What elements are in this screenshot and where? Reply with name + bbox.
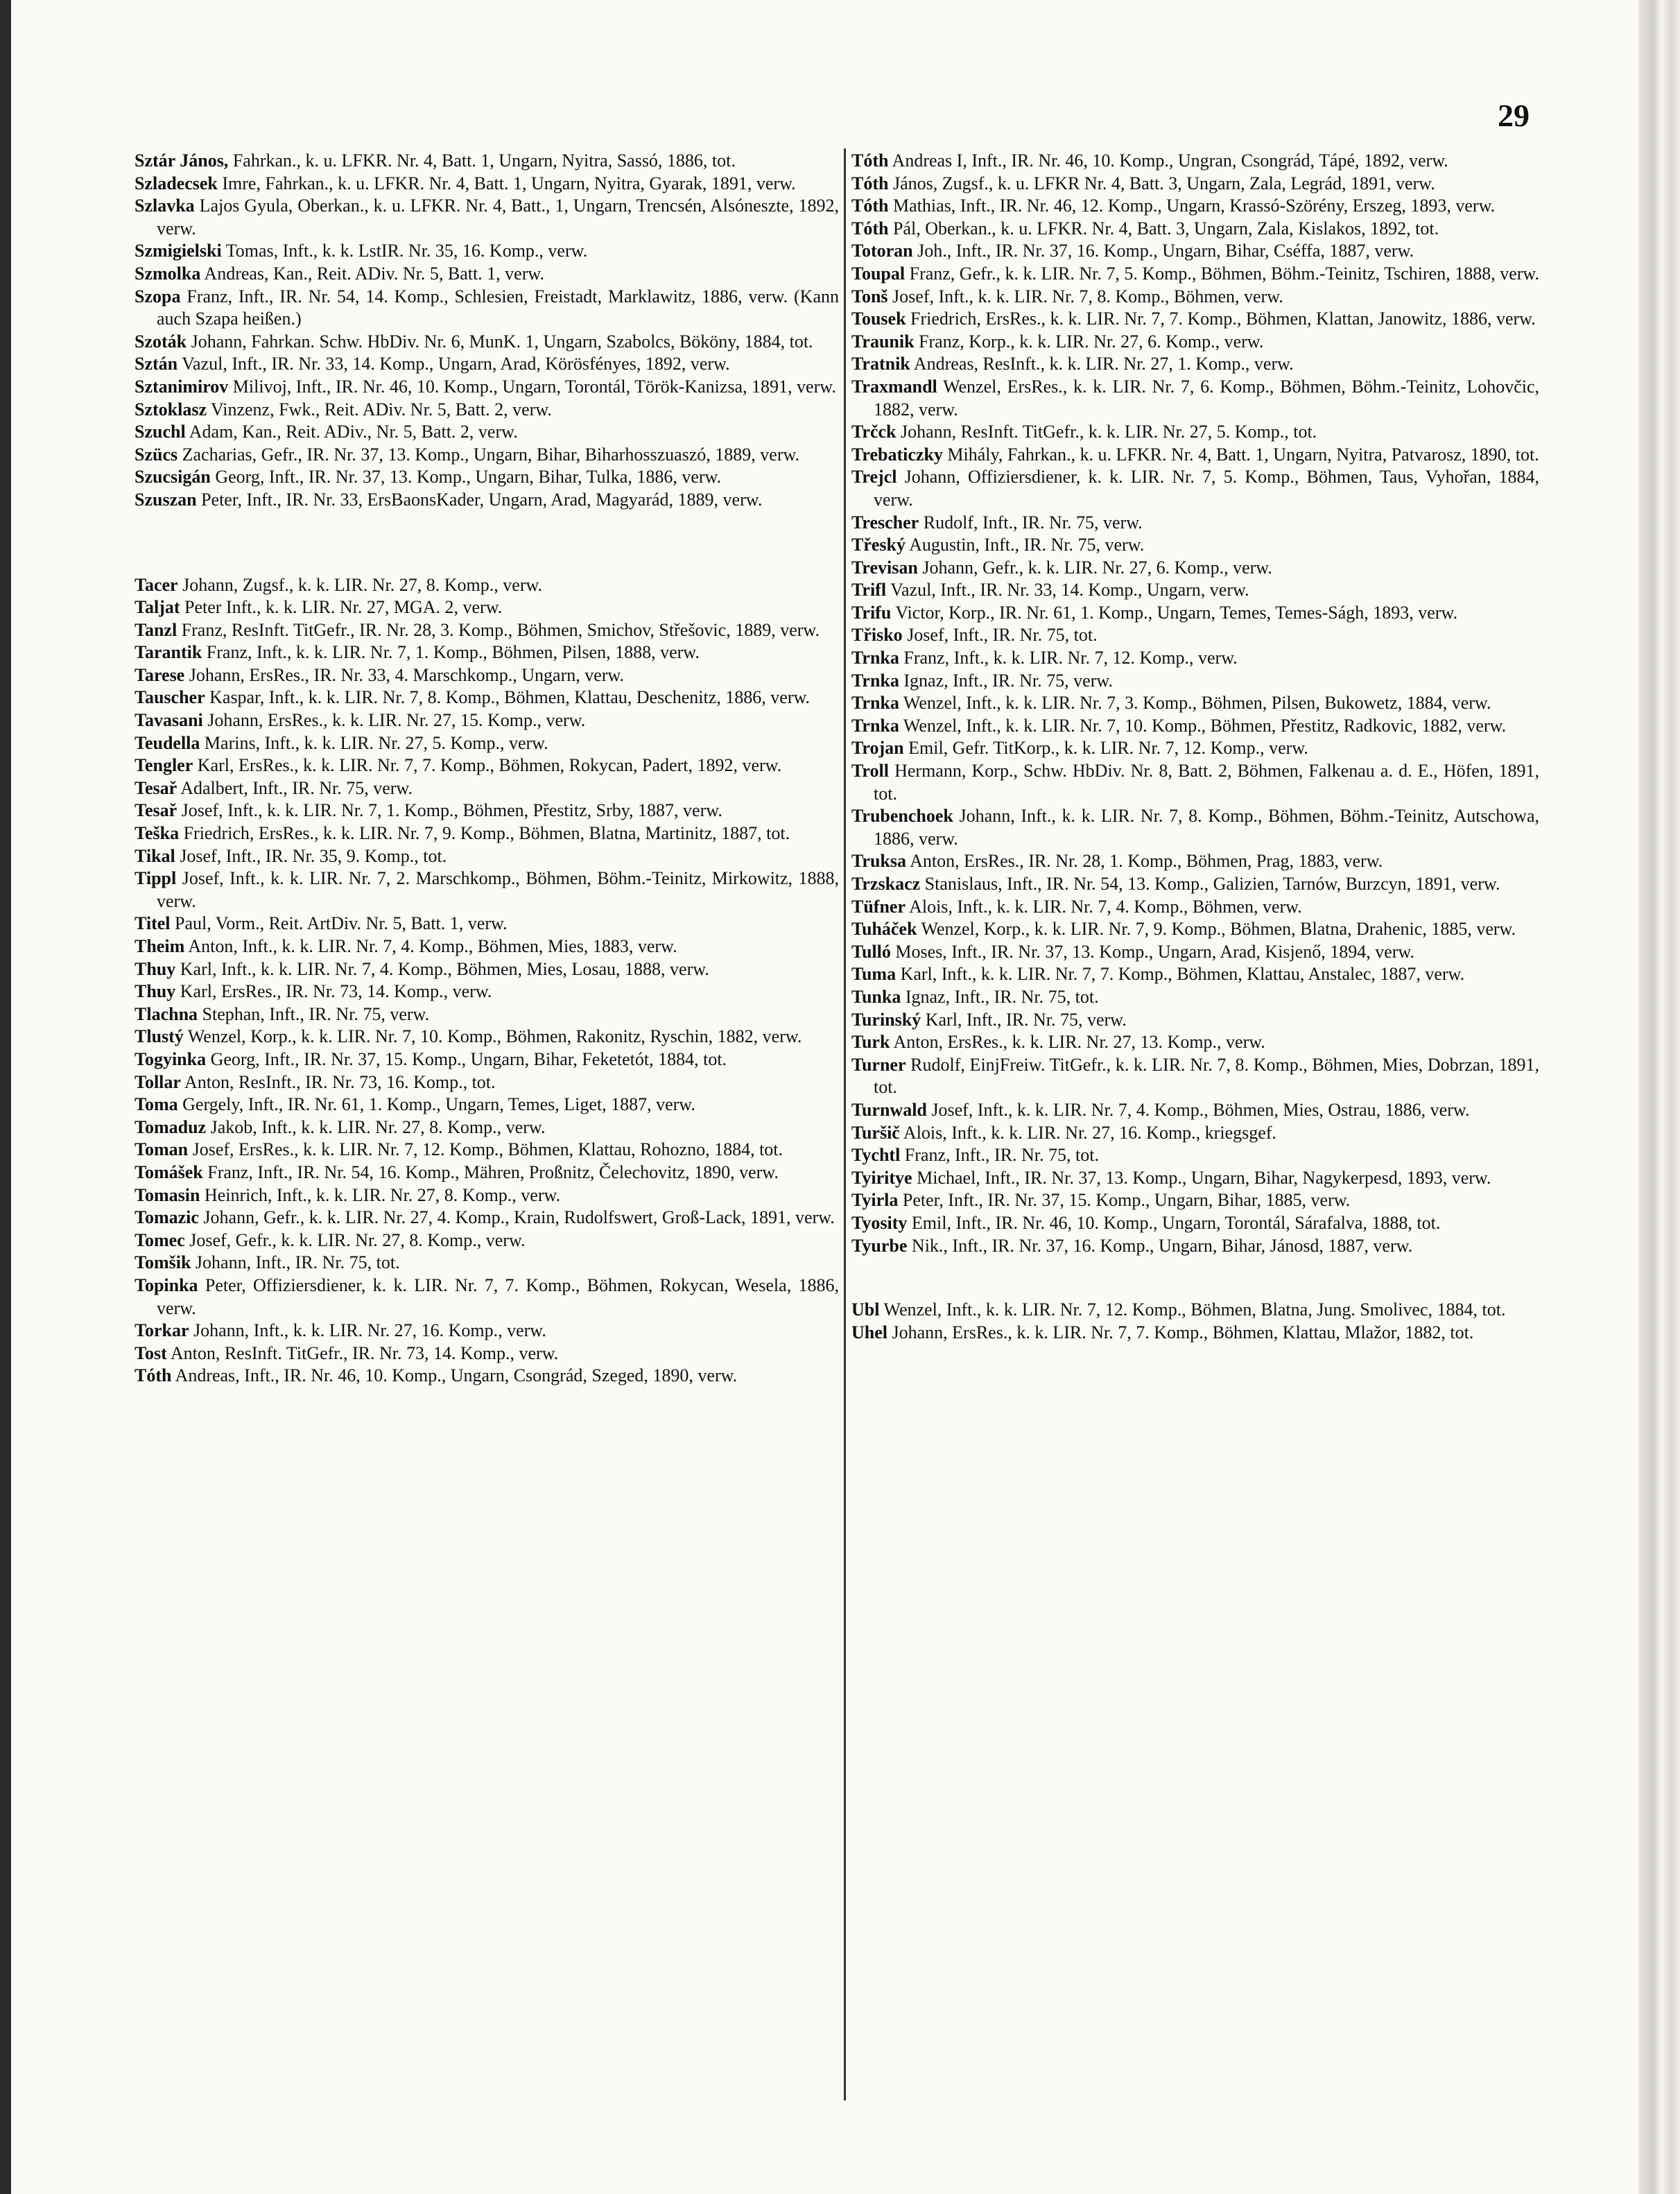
register-entry — [135, 376, 839, 399]
entry-details: Franz, Inft., IR. Nr. 54, 16. Komp., Mähren, Proßnitz, Čelechovitz, 1890, verw. — [207, 1161, 779, 1182]
entry-surname: Topinka — [135, 1275, 198, 1295]
entry-details: Zacharias, Gefr., IR. Nr. 37, 13. Komp., Ungarn, Bihar, Biharhosszuaszó, 1889, verw. — [182, 444, 800, 465]
register-entry — [135, 619, 839, 642]
entry-surname: Tóth — [135, 1365, 172, 1386]
entry-surname: Trnka — [851, 670, 899, 691]
entry-details: Josef, Inft., k. k. LIR. Nr. 7, 1. Komp., Böhmen, Přestitz, Srby, 1887, verw. — [181, 800, 722, 821]
entry-surname: Tlustý — [135, 1026, 184, 1047]
entry-surname: Turinský — [851, 1009, 921, 1030]
entry-surname: Sztoklasz — [135, 399, 207, 420]
entry-surname: Tyurbe — [851, 1235, 908, 1256]
register-entry — [851, 1009, 1539, 1032]
register-entry — [851, 263, 1539, 286]
register-entry — [135, 1252, 839, 1275]
entry-surname: Tesař — [135, 800, 177, 821]
entry-details: Franz, Inft., k. k. LIR. Nr. 7, 12. Komp., verw. — [903, 648, 1238, 668]
register-entry — [135, 286, 839, 331]
entry-surname: Trejcl — [851, 467, 897, 487]
entry-details: Franz, Inft., IR. Nr. 75, tot. — [904, 1145, 1099, 1166]
entry-details: Pál, Oberkan., k. u. LFKR. Nr. 4, Batt. 3, Ungarn, Zala, Kislakos, 1892, tot. — [892, 218, 1439, 239]
register-entry — [851, 579, 1539, 602]
register-entry — [851, 466, 1539, 511]
register-entry — [135, 867, 839, 913]
entry-surname: Traunik — [851, 331, 915, 352]
entry-details: Imre, Fahrkan., k. u. LFKR. Nr. 4, Batt. 1, Ungarn, Nyitra, Gyarak, 1891, verw. — [222, 173, 796, 193]
entry-details: Franz, Korp., k. k. LIR. Nr. 27, 6. Komp., verw. — [919, 331, 1264, 352]
right-column — [851, 150, 1539, 1344]
register-entry — [135, 150, 839, 173]
entry-details: Wenzel, Inft., k. k. LIR. Nr. 7, 10. Komp., Böhmen, Přestitz, Radkovic, 1882, verw. — [903, 715, 1507, 736]
register-entry — [851, 918, 1539, 941]
entry-details: Johann, ErsRes., k. k. LIR. Nr. 27, 15. Komp., verw. — [207, 710, 586, 731]
register-entry — [851, 1212, 1539, 1235]
entry-surname: Tavasani — [135, 710, 203, 731]
entry-surname: Toman — [135, 1139, 189, 1160]
register-entry — [851, 1167, 1539, 1190]
register-entry — [851, 195, 1539, 218]
entry-details: Andreas, Kan., Reit. ADiv. Nr. 5, Batt. 1, verw. — [204, 263, 544, 284]
entry-details: Stanislaus, Inft., IR. Nr. 54, 13. Komp., Galizien, Tarnów, Burzcyn, 1891, verw. — [924, 874, 1500, 894]
register-entry — [135, 1207, 839, 1229]
register-entry — [851, 873, 1539, 896]
entry-surname: Turk — [851, 1032, 890, 1053]
entry-surname: Torkar — [135, 1320, 189, 1341]
entry-surname: Třisko — [851, 625, 903, 646]
register-entry — [135, 777, 839, 800]
entry-details: Augustin, Inft., IR. Nr. 75, verw. — [909, 535, 1145, 555]
entry-details: Friedrich, ErsRes., k. k. LIR. Nr. 7, 7. Komp., Böhmen, Klattan, Janowitz, 1886, verw. — [910, 309, 1536, 329]
register-entry — [851, 308, 1539, 331]
entry-details: Anton, ResInft. TitGefr., IR. Nr. 73, 14. Komp., verw. — [170, 1342, 559, 1363]
register-entry — [851, 557, 1539, 580]
entry-surname: Troll — [851, 761, 889, 781]
entry-details: Paul, Vorm., Reit. ArtDiv. Nr. 5, Batt. 1, verw. — [175, 913, 508, 934]
page-number: 29 — [1498, 98, 1530, 133]
entry-details: Andreas, ResInft., k. k. LIR. Nr. 27, 1. Komp., verw. — [913, 354, 1294, 374]
entry-details: Johann, ResInft. TitGefr., k. k. LIR. Nr. 27, 5. Komp., tot. — [901, 422, 1317, 442]
entry-details: Emil, Inft., IR. Nr. 46, 10. Komp., Ungarn, Torontál, Sárafalva, 1888, tot. — [911, 1212, 1441, 1233]
register-entry — [851, 421, 1539, 444]
entry-details: Marins, Inft., k. k. LIR. Nr. 27, 5. Komp., verw. — [204, 732, 548, 753]
entry-details: Peter Inft., k. k. LIR. Nr. 27, MGA. 2, verw. — [184, 597, 503, 618]
entry-surname: Tratnik — [851, 354, 910, 374]
entry-details: Peter, Inft., IR. Nr. 37, 15. Komp., Ungarn, Bihar, 1885, verw. — [902, 1190, 1351, 1211]
entry-surname: Tychtl — [851, 1145, 901, 1166]
register-entry — [135, 664, 839, 687]
entry-surname: Szucsigán — [135, 467, 211, 487]
register-entry — [135, 173, 839, 196]
register-entry — [135, 1365, 839, 1388]
entry-details: Johann, Inft., k. k. LIR. Nr. 7, 8. Komp., Böhmen, Böhm.-Teinitz, Autschowa, 1886, verw. — [874, 806, 1539, 849]
entry-details: Milivoj, Inft., IR. Nr. 46, 10. Komp., Ungarn, Torontál, Török-Kanizsa, 1891, verw. — [232, 376, 836, 397]
entry-surname: Szuchl — [135, 422, 186, 442]
entry-surname: Turšič — [851, 1122, 900, 1143]
entry-details: Josef, Inft., IR. Nr. 35, 9. Komp., tot. — [180, 845, 447, 866]
register-entry — [851, 376, 1539, 421]
entry-details: Adam, Kan., Reit. ADiv., Nr. 5, Batt. 2, verw. — [189, 422, 518, 442]
entry-surname: Tengler — [135, 755, 193, 776]
register-entry — [135, 489, 839, 512]
entry-details: Gergely, Inft., IR. Nr. 61, 1. Komp., Ungarn, Temes, Liget, 1887, verw. — [182, 1094, 695, 1115]
entry-details: Nik., Inft., IR. Nr. 37, 16. Komp., Ungarn, Bihar, Jánosd, 1887, verw. — [911, 1235, 1413, 1256]
entry-details: Mathias, Inft., IR. Nr. 46, 12. Komp., Ungarn, Krassó-Szörény, Erszeg, 1893, verw. — [892, 196, 1496, 216]
entry-surname: Szlavka — [135, 196, 195, 216]
register-entry — [851, 173, 1539, 196]
entry-surname: Trojan — [851, 738, 904, 759]
entry-surname: Tyirla — [851, 1190, 899, 1211]
entry-details: Mihály, Fahrkan., k. u. LFKR. Nr. 4, Batt. 1, Ungarn, Nyitra, Patvarosz, 1890, tot. — [947, 444, 1539, 465]
register-entry — [135, 686, 839, 709]
entry-details: Josef, Inft., k. k. LIR. Nr. 7, 2. Marschkomp., Böhmen, Böhm.-Teinitz, Mirkowitz, 1888, verw. — [157, 868, 840, 911]
entry-details: Karl, ErsRes., k. k. LIR. Nr. 7, 7. Komp., Böhmen, Rokycan, Padert, 1892, verw. — [197, 755, 782, 776]
register-entry — [135, 1116, 839, 1139]
entry-details: Johann, Offiziersdiener, k. k. LIR. Nr. 7, 5. Komp., Böhmen, Taus, Vyhořan, 1884, verw. — [874, 467, 1540, 510]
entry-surname: Teška — [135, 823, 180, 844]
entry-surname: Tóth — [851, 150, 889, 171]
entry-surname: Tost — [135, 1342, 167, 1363]
register-entry — [135, 399, 839, 422]
register-entry — [851, 624, 1539, 647]
entry-surname: Szmolka — [135, 263, 201, 284]
register-entry — [851, 512, 1539, 535]
register-entry — [851, 941, 1539, 964]
entry-details: Wenzel, ErsRes., k. k. LIR. Nr. 7, 6. Komp., Böhmen, Böhm.-Teinitz, Lohovčic, 1882, verw. — [874, 376, 1540, 420]
entry-details: Heinrich, Inft., k. k. LIR. Nr. 27, 8. Komp., verw. — [204, 1184, 561, 1205]
register-entry — [135, 1071, 839, 1094]
entry-details: Josef, Inft., IR. Nr. 75, tot. — [907, 625, 1098, 646]
register-entry — [135, 1026, 839, 1048]
entry-details: Johann, ErsRes., k. k. LIR. Nr. 7, 7. Komp., Böhmen, Klattau, Mlažor, 1882, tot. — [892, 1322, 1474, 1342]
entry-surname: Tóth — [851, 196, 889, 216]
entry-details: Victor, Korp., IR. Nr. 61, 1. Komp., Ungarn, Temes, Temes-Ságh, 1893, verw. — [895, 602, 1458, 623]
entry-details: Anton, ResInft., IR. Nr. 73, 16. Komp., tot. — [184, 1071, 496, 1092]
register-entry — [851, 760, 1539, 805]
entry-surname: Trebaticzky — [851, 444, 943, 465]
entry-surname: Tauscher — [135, 687, 205, 708]
entry-details: Vazul, Inft., IR. Nr. 33, 14. Komp., Ungarn, Arad, Körösfényes, 1892, verw. — [182, 354, 730, 374]
entry-surname: Tlachna — [135, 1003, 198, 1024]
register-entry — [851, 331, 1539, 354]
entry-details: Josef, ErsRes., k. k. LIR. Nr. 7, 12. Komp., Böhmen, Klattau, Rohozno, 1884, tot. — [192, 1139, 783, 1160]
entry-surname: Trčck — [851, 422, 897, 442]
entry-surname: Trubenchoek — [851, 806, 953, 827]
entry-surname: Tippl — [135, 868, 177, 889]
scan-edge-left — [0, 0, 11, 2194]
register-entry — [135, 754, 839, 777]
scan-edge-right — [1638, 0, 1680, 2194]
entry-details: Anton, Inft., k. k. LIR. Nr. 7, 4. Komp., Böhmen, Mies, 1883, verw. — [188, 936, 677, 956]
register-entry — [851, 715, 1539, 738]
register-entry — [851, 647, 1539, 670]
entry-details: Joh., Inft., IR. Nr. 37, 16. Komp., Ungarn, Bihar, Cséffa, 1887, verw. — [917, 241, 1414, 261]
entry-details: Johann, ErsRes., IR. Nr. 33, 4. Marschkomp., Ungarn, verw. — [189, 664, 625, 685]
register-entry — [851, 850, 1539, 873]
section-gap — [135, 512, 839, 574]
entry-details: Moses, Inft., IR. Nr. 37, 13. Komp., Ungarn, Arad, Kisjenő, 1894, verw. — [895, 941, 1414, 962]
entry-details: Wenzel, Inft., k. k. LIR. Nr. 7, 3. Komp., Böhmen, Pilsen, Bukowetz, 1884, verw. — [903, 693, 1491, 714]
register-entry — [135, 958, 839, 981]
entry-surname: Thuy — [135, 981, 176, 1002]
entry-surname: Toupal — [851, 263, 906, 284]
register-entry — [851, 986, 1539, 1009]
entry-details: Kaspar, Inft., k. k. LIR. Nr. 7, 8. Komp., Böhmen, Klattau, Deschenitz, 1886, verw. — [209, 687, 811, 708]
entry-details: Michael, Inft., IR. Nr. 37, 13. Komp., Ungarn, Bihar, Nagykerpesd, 1893, verw. — [917, 1167, 1491, 1188]
entry-surname: Tousek — [851, 309, 906, 329]
register-entry — [135, 1094, 839, 1116]
register-entry — [135, 1320, 839, 1342]
entry-surname: Tüfner — [851, 896, 906, 917]
entry-surname: Tomec — [135, 1229, 185, 1250]
register-entry — [135, 732, 839, 755]
register-entry — [135, 421, 839, 444]
entry-surname: Teudella — [135, 732, 200, 753]
entry-surname: Tóth — [851, 218, 889, 239]
register-entry — [851, 240, 1539, 263]
register-entry — [851, 1054, 1539, 1099]
entry-surname: Szuszan — [135, 489, 197, 510]
entry-surname: Trifu — [851, 602, 892, 623]
entry-surname: Uhel — [851, 1322, 887, 1342]
register-entry — [135, 331, 839, 354]
entry-details: Fahrkan., k. u. LFKR. Nr. 4, Batt. 1, Ungarn, Nyitra, Sassó, 1886, tot. — [232, 150, 736, 171]
register-entry — [135, 596, 839, 619]
entry-details: János, Zugsf., k. u. LFKR Nr. 4, Batt. 3, Ungarn, Zala, Legrád, 1891, verw. — [892, 173, 1435, 193]
entry-details: Johann, Inft., k. k. LIR. Nr. 27, 16. Komp., verw. — [193, 1320, 546, 1341]
register-entry — [851, 353, 1539, 376]
register-entry — [135, 935, 839, 958]
entry-surname: Tacer — [135, 574, 178, 595]
entry-surname: Szoták — [135, 331, 187, 352]
entry-details: Georg, Inft., IR. Nr. 37, 15. Komp., Ungarn, Bihar, Feketetót, 1884, tot. — [210, 1048, 727, 1069]
entry-surname: Trnka — [851, 693, 899, 714]
entry-surname: Tomazic — [135, 1207, 199, 1228]
register-entry — [851, 737, 1539, 760]
register-entry — [135, 1003, 839, 1026]
left-column — [135, 150, 839, 1388]
register-entry — [851, 1322, 1539, 1345]
entry-details: Karl, Inft., k. k. LIR. Nr. 7, 4. Komp., Böhmen, Mies, Losau, 1888, verw. — [180, 958, 709, 979]
entry-details: Emil, Gefr. TitKorp., k. k. LIR. Nr. 7, 12. Komp., verw. — [908, 738, 1308, 759]
entry-surname: Trescher — [851, 512, 919, 533]
entry-surname: Theim — [135, 936, 185, 956]
register-entry — [851, 1235, 1539, 1258]
entry-details: Johann, Fahrkan. Schw. HbDiv. Nr. 6, MunK. 1, Ungarn, Szabolcs, Bököny, 1884, tot. — [191, 331, 813, 352]
register-entry — [135, 1275, 839, 1320]
entry-surname: Tuma — [851, 964, 897, 985]
register-entry — [135, 981, 839, 1003]
register-entry — [135, 353, 839, 376]
entry-surname: Tyiritye — [851, 1167, 912, 1188]
entry-details: Wenzel, Korp., k. k. LIR. Nr. 7, 9. Komp., Böhmen, Blatna, Drahenic, 1885, verw. — [921, 919, 1516, 940]
entry-details: Lajos Gyula, Oberkan., k. u. LFKR. Nr. 4, Batt., 1, Ungarn, Trencsén, Alsóneszte, 1892, verw. — [157, 196, 839, 239]
entry-surname: Tesař — [135, 777, 177, 798]
entry-surname: Sztanimirov — [135, 376, 229, 397]
entry-details: Franz, Inft., IR. Nr. 54, 14. Komp., Schlesien, Freistadt, Marklawitz, 1886, verw. (Kann auch Szapa heißen.) — [157, 286, 840, 329]
register-entry — [135, 1342, 839, 1365]
register-entry — [135, 1048, 839, 1071]
register-entry — [851, 1122, 1539, 1145]
entry-surname: Tarantik — [135, 642, 202, 663]
entry-surname: Tulló — [851, 941, 891, 962]
register-entry — [851, 670, 1539, 693]
register-entry — [135, 845, 839, 868]
register-entry — [851, 1031, 1539, 1054]
register-entry — [851, 218, 1539, 241]
entry-surname: Totoran — [851, 241, 913, 261]
entry-surname: Tunka — [851, 986, 901, 1007]
register-entry — [851, 1299, 1539, 1322]
register-entry — [135, 1184, 839, 1207]
entry-surname: Sztán — [135, 354, 178, 374]
register-entry — [135, 913, 839, 935]
entry-surname: Tanzl — [135, 619, 177, 640]
entry-details: Alois, Inft., k. k. LIR. Nr. 27, 16. Komp., kriegsgef. — [903, 1122, 1276, 1143]
entry-details: Franz, Gefr., k. k. LIR. Nr. 7, 5. Komp., Böhmen, Böhm.-Teinitz, Tschiren, 1888, verw. — [909, 263, 1539, 284]
register-entry — [851, 602, 1539, 625]
entry-details: Peter, Offiziersdiener, k. k. LIR. Nr. 7, 7. Komp., Böhmen, Rokycan, Wesela, 1886, verw. — [157, 1275, 839, 1318]
entry-details: Wenzel, Inft., k. k. LIR. Nr. 7, 12. Komp., Böhmen, Blatna, Jung. Smolivec, 1884, tot. — [883, 1299, 1506, 1320]
entry-surname: Traxmandl — [851, 376, 937, 397]
entry-surname: Tomšik — [135, 1252, 191, 1273]
entry-details: Friedrich, ErsRes., k. k. LIR. Nr. 7, 9. Komp., Böhmen, Blatna, Martinitz, 1887, tot. — [183, 823, 790, 844]
entry-surname: Ubl — [851, 1299, 880, 1320]
register-entry — [135, 240, 839, 263]
entry-surname: Tonš — [851, 286, 888, 306]
entry-surname: Trnka — [851, 715, 899, 736]
entry-details: Vinzenz, Fwk., Reit. ADiv. Nr. 5, Batt. 2, verw. — [211, 399, 552, 420]
entry-details: Karl, ErsRes., IR. Nr. 73, 14. Komp., verw. — [180, 981, 492, 1002]
register-entry — [135, 574, 839, 597]
entry-details: Ignaz, Inft., IR. Nr. 75, tot. — [905, 986, 1099, 1007]
entry-surname: Třeský — [851, 535, 906, 555]
entry-details: Anton, ErsRes., k. k. LIR. Nr. 27, 13. Komp., verw. — [893, 1032, 1265, 1053]
entry-surname: Trevisan — [851, 557, 918, 578]
entry-details: Andreas, Inft., IR. Nr. 46, 10. Komp., Ungarn, Csongrád, Szeged, 1890, verw. — [175, 1365, 738, 1386]
entry-details: Karl, Inft., k. k. LIR. Nr. 7, 7. Komp., Böhmen, Klattau, Anstalec, 1887, verw. — [900, 964, 1465, 985]
register-entry — [851, 1099, 1539, 1122]
register-entry — [851, 286, 1539, 309]
entry-details: Ignaz, Inft., IR. Nr. 75, verw. — [903, 670, 1113, 691]
entry-details: Johann, Gefr., k. k. LIR. Nr. 27, 4. Komp., Krain, Rudolfswert, Groß-Lack, 1891, verw. — [203, 1207, 835, 1228]
entry-surname: Togyinka — [135, 1048, 207, 1069]
entry-surname: Toma — [135, 1094, 178, 1115]
entry-surname: Turnwald — [851, 1099, 927, 1120]
entry-details: Josef, Inft., k. k. LIR. Nr. 7, 4. Komp., Böhmen, Mies, Ostrau, 1886, verw. — [931, 1099, 1470, 1120]
entry-surname: Tomaduz — [135, 1116, 207, 1137]
entry-surname: Turner — [851, 1054, 906, 1075]
register-entry — [135, 822, 839, 845]
register-entry — [135, 800, 839, 822]
entry-surname: Tuháček — [851, 919, 917, 940]
entry-details: Wenzel, Korp., k. k. LIR. Nr. 7, 10. Komp., Böhmen, Rakonitz, Ryschin, 1882, verw. — [187, 1026, 802, 1047]
entry-details: Peter, Inft., IR. Nr. 33, ErsBaonsKader, Ungarn, Arad, Magyarád, 1889, verw. — [201, 489, 763, 510]
register-entry — [135, 466, 839, 489]
register-entry — [851, 692, 1539, 715]
entry-details: Hermann, Korp., Schw. HbDiv. Nr. 8, Batt. 2, Böhmen, Falkenau a. d. E., Höfen, 1891, tot. — [874, 761, 1539, 804]
entry-surname: Trzskacz — [851, 874, 921, 894]
register-entry — [851, 444, 1539, 467]
register-entry — [135, 1161, 839, 1184]
entry-surname: Titel — [135, 913, 171, 934]
entry-surname: Taljat — [135, 597, 180, 618]
entry-details: Johann, Inft., IR. Nr. 75, tot. — [195, 1252, 400, 1273]
entry-details: Johann, Gefr., k. k. LIR. Nr. 27, 6. Komp., verw. — [922, 557, 1272, 578]
register-entry — [851, 896, 1539, 919]
entry-details: Franz, ResInft. TitGefr., IR. Nr. 28, 3. Komp., Böhmen, Smichov, Střešovic, 1889, verw. — [181, 619, 820, 640]
section-gap — [851, 1257, 1539, 1299]
entry-surname: Szladecsek — [135, 173, 218, 193]
entry-surname: Szücs — [135, 444, 178, 465]
register-entry — [135, 1229, 839, 1252]
entry-details: Georg, Inft., IR. Nr. 37, 13. Komp., Ungarn, Bihar, Tulka, 1886, verw. — [215, 467, 722, 487]
entry-surname: Thuy — [135, 958, 176, 979]
entry-details: Karl, Inft., IR. Nr. 75, verw. — [925, 1009, 1127, 1030]
register-entry — [851, 150, 1539, 173]
entry-details: Rudolf, Inft., IR. Nr. 75, verw. — [923, 512, 1143, 533]
entry-details: Johann, Zugsf., k. k. LIR. Nr. 27, 8. Komp., verw. — [182, 574, 543, 595]
entry-details: Josef, Inft., k. k. LIR. Nr. 7, 8. Komp., Böhmen, verw. — [892, 286, 1283, 306]
entry-surname: Tyosity — [851, 1212, 908, 1233]
entry-details: Adalbert, Inft., IR. Nr. 75, verw. — [180, 777, 413, 798]
entry-details: Anton, ErsRes., IR. Nr. 28, 1. Komp., Böhmen, Prag, 1883, verw. — [910, 851, 1383, 872]
entry-surname: Trifl — [851, 580, 887, 601]
entry-details: Andreas I, Inft., IR. Nr. 46, 10. Komp., Ungran, Csongrád, Tápé, 1892, verw. — [892, 150, 1448, 171]
register-entry — [135, 195, 839, 240]
entry-surname: Szmigielski — [135, 241, 222, 261]
entry-details: Franz, Inft., k. k. LIR. Nr. 7, 1. Komp., Böhmen, Pilsen, 1888, verw. — [206, 642, 700, 663]
entry-details: Josef, Gefr., k. k. LIR. Nr. 27, 8. Komp., verw. — [189, 1229, 526, 1250]
register-entry — [135, 709, 839, 732]
entry-surname: Truksa — [851, 851, 906, 872]
entry-details: Stephan, Inft., IR. Nr. 75, verw. — [202, 1003, 430, 1024]
entry-details: Alois, Inft., k. k. LIR. Nr. 7, 4. Komp., Böhmen, verw. — [909, 896, 1302, 917]
register-entry — [135, 444, 839, 467]
entry-surname: Trnka — [851, 648, 899, 668]
entry-surname: Tomasin — [135, 1184, 200, 1205]
entry-surname: Szopa — [135, 286, 181, 306]
entry-surname: Tollar — [135, 1071, 181, 1092]
entry-surname: Tóth — [851, 173, 889, 193]
register-entry — [135, 641, 839, 664]
register-entry — [135, 1139, 839, 1161]
register-entry — [851, 534, 1539, 557]
register-entry — [851, 1144, 1539, 1167]
entry-details: Vazul, Inft., IR. Nr. 33, 14. Komp., Ungarn, verw. — [890, 580, 1249, 601]
entry-details: Rudolf, EinjFreiw. TitGefr., k. k. LIR. Nr. 7, 8. Komp., Böhmen, Mies, Dobrzan, 1891, tot. — [874, 1054, 1540, 1098]
register-entry — [135, 263, 839, 286]
entry-surname: Tomášek — [135, 1161, 203, 1182]
register-entry — [851, 963, 1539, 986]
entry-surname: Tarese — [135, 664, 185, 685]
register-entry — [851, 805, 1539, 850]
entry-details: Tomas, Inft., k. k. LstIR. Nr. 35, 16. Komp., verw. — [225, 241, 588, 261]
entry-surname: Sztár János, — [135, 150, 229, 171]
column-divider — [844, 148, 846, 2100]
entry-surname: Tikal — [135, 845, 175, 866]
entry-details: Jakob, Inft., k. k. LIR. Nr. 27, 8. Komp., verw. — [210, 1116, 546, 1137]
register-entry — [851, 1189, 1539, 1212]
